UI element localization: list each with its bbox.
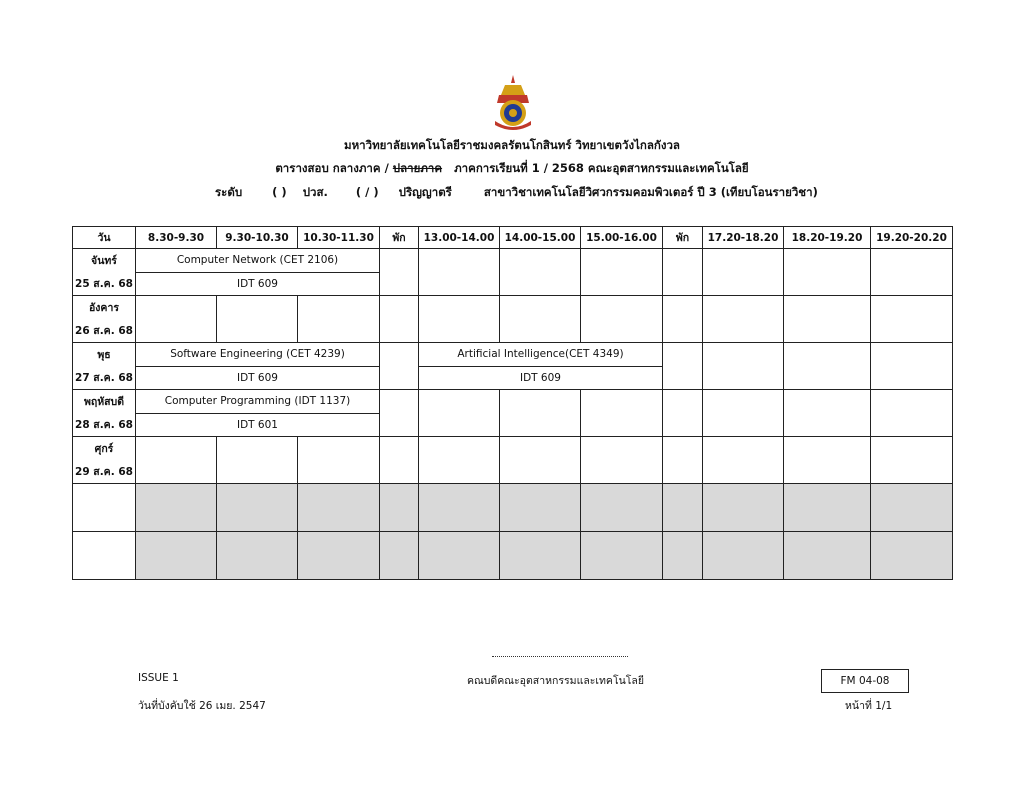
empty-cell xyxy=(784,296,871,343)
break-cell xyxy=(380,390,419,437)
empty-cell xyxy=(871,390,953,437)
table-row xyxy=(73,343,953,367)
empty-cell xyxy=(871,343,953,390)
gray-cell xyxy=(419,532,500,580)
col-header-time: 10.30-11.30 xyxy=(298,227,380,249)
gray-cell xyxy=(703,484,784,532)
break-cell xyxy=(663,437,703,484)
empty-cell xyxy=(419,296,500,343)
gray-cell xyxy=(217,532,298,580)
empty-cell xyxy=(703,390,784,437)
header-row xyxy=(73,227,953,249)
empty-cell xyxy=(871,296,953,343)
issue-label: ISSUE 1 xyxy=(138,672,179,684)
gray-cell xyxy=(298,484,380,532)
university-emblem-icon xyxy=(491,73,535,133)
day-date: 29 ส.ค. 68 xyxy=(73,460,136,484)
col-header-time: 15.00-16.00 xyxy=(581,227,663,249)
exam-room: IDT 609 xyxy=(136,272,380,296)
exam-room: IDT 609 xyxy=(136,366,380,390)
empty-cell xyxy=(703,296,784,343)
col-header-time: 9.30-10.30 xyxy=(217,227,298,249)
break-cell xyxy=(380,296,419,343)
gray-cell xyxy=(136,484,217,532)
empty-cell xyxy=(581,249,663,296)
empty-cell xyxy=(298,296,380,343)
gray-cell xyxy=(703,532,784,580)
day-name: ศุกร์ xyxy=(73,437,136,461)
option2-label: ปริญญาตรี xyxy=(398,185,452,199)
empty-cell xyxy=(419,249,500,296)
table-row xyxy=(73,390,953,414)
gray-cell xyxy=(784,532,871,580)
blank-row xyxy=(73,532,953,580)
col-header-time: 13.00-14.00 xyxy=(419,227,500,249)
gray-cell xyxy=(380,484,419,532)
col-header-time: 19.20-20.20 xyxy=(871,227,953,249)
gray-cell xyxy=(136,532,217,580)
empty-cell xyxy=(500,437,581,484)
empty-cell xyxy=(581,437,663,484)
exam-type-prefix: ตารางสอบ กลางภาค / xyxy=(275,161,389,175)
empty-cell xyxy=(73,484,136,532)
exam-title xyxy=(0,160,1024,178)
gray-cell xyxy=(500,484,581,532)
table-row xyxy=(73,296,953,320)
col-header-time: 8.30-9.30 xyxy=(136,227,217,249)
empty-cell xyxy=(298,437,380,484)
empty-cell xyxy=(703,437,784,484)
empty-cell xyxy=(703,343,784,390)
day-name: พฤหัสบดี xyxy=(73,390,136,414)
day-name: พุธ xyxy=(73,343,136,367)
exam-subject: Computer Network (CET 2106) xyxy=(136,249,380,273)
exam-schedule-table xyxy=(72,226,953,580)
empty-cell xyxy=(703,249,784,296)
level-label: ระดับ xyxy=(215,185,243,199)
gray-cell xyxy=(500,532,581,580)
program-info: สาขาวิชาเทคโนโลยีวิศวกรรมคอมพิวเตอร์ ปี 3 (เทียบโอนรายวิชา) xyxy=(483,185,818,199)
empty-cell xyxy=(73,532,136,580)
col-header-break: พัก xyxy=(380,227,419,249)
day-date: 28 ส.ค. 68 xyxy=(73,413,136,437)
break-cell xyxy=(663,390,703,437)
empty-cell xyxy=(500,390,581,437)
day-date: 25 ส.ค. 68 xyxy=(73,272,136,296)
empty-cell xyxy=(784,437,871,484)
page-number: หน้าที่ 1/1 xyxy=(845,700,893,712)
exam-subject: Artificial Intelligence(CET 4349) xyxy=(419,343,663,367)
day-date: 26 ส.ค. 68 xyxy=(73,319,136,343)
empty-cell xyxy=(419,390,500,437)
gray-cell xyxy=(419,484,500,532)
option2-box: ( / ) xyxy=(355,185,379,199)
gray-cell xyxy=(380,532,419,580)
empty-cell xyxy=(784,249,871,296)
col-header-break: พัก xyxy=(663,227,703,249)
effective-date: วันที่บังคับใช้ 26 เมย. 2547 xyxy=(138,700,266,712)
empty-cell xyxy=(784,390,871,437)
exam-room: IDT 601 xyxy=(136,413,380,437)
exam-subject: Computer Programming (IDT 1137) xyxy=(136,390,380,414)
blank-row xyxy=(73,484,953,532)
gray-cell xyxy=(784,484,871,532)
gray-cell xyxy=(217,484,298,532)
exam-subject: Software Engineering (CET 4239) xyxy=(136,343,380,367)
signature-title: คณบดีคณะอุตสาหกรรมและเทคโนโลยี xyxy=(467,675,644,687)
table-row xyxy=(73,437,953,461)
break-cell xyxy=(380,343,419,390)
empty-cell xyxy=(871,249,953,296)
exam-room: IDT 609 xyxy=(419,366,663,390)
gray-cell xyxy=(298,532,380,580)
semester-info: ภาคการเรียนที่ 1 / 2568 คณะอุตสาหกรรมและเทคโนโลยี xyxy=(454,161,749,175)
day-name: อังคาร xyxy=(73,296,136,320)
col-header-day: วัน xyxy=(73,227,136,249)
gray-cell xyxy=(581,484,663,532)
empty-cell xyxy=(136,296,217,343)
gray-cell xyxy=(581,532,663,580)
break-cell xyxy=(663,343,703,390)
col-header-time: 17.20-18.20 xyxy=(703,227,784,249)
option1-box: ( ) xyxy=(272,185,287,199)
break-cell xyxy=(380,437,419,484)
gray-cell xyxy=(663,532,703,580)
col-header-time: 14.00-15.00 xyxy=(500,227,581,249)
empty-cell xyxy=(871,437,953,484)
level-line xyxy=(215,184,818,202)
gray-cell xyxy=(871,484,953,532)
break-cell xyxy=(663,296,703,343)
empty-cell xyxy=(217,296,298,343)
empty-cell xyxy=(500,249,581,296)
col-header-time: 18.20-19.20 xyxy=(784,227,871,249)
university-title: มหาวิทยาลัยเทคโนโลยีราชมงคลรัตนโกสินทร์ วิทยาเขตวังไกลกังวล xyxy=(344,138,680,152)
empty-cell xyxy=(784,343,871,390)
option1-label: ปวส. xyxy=(302,185,328,199)
empty-cell xyxy=(217,437,298,484)
break-cell xyxy=(380,249,419,296)
break-cell xyxy=(663,249,703,296)
empty-cell xyxy=(581,296,663,343)
empty-cell xyxy=(500,296,581,343)
day-date: 27 ส.ค. 68 xyxy=(73,366,136,390)
empty-cell xyxy=(581,390,663,437)
day-name: จันทร์ xyxy=(73,249,136,273)
gray-cell xyxy=(663,484,703,532)
table-row xyxy=(73,249,953,273)
signature-line xyxy=(492,648,628,657)
gray-cell xyxy=(871,532,953,580)
empty-cell xyxy=(136,437,217,484)
exam-type-struck: ปลายภาค xyxy=(392,161,443,175)
empty-cell xyxy=(419,437,500,484)
form-code: FM 04-08 xyxy=(821,669,909,693)
